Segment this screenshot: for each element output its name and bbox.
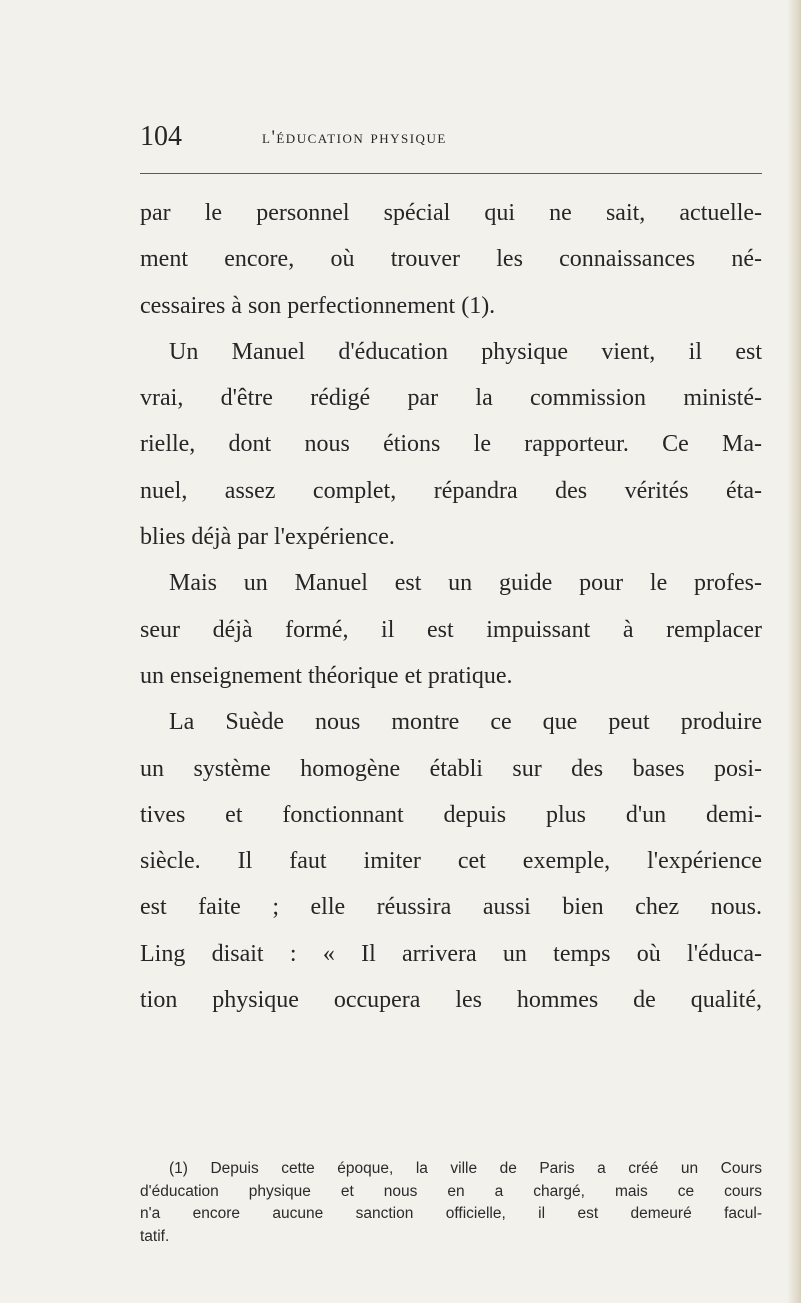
footnote (140, 1158, 762, 1248)
text-line: tion physique occupera les hommes de qualité, (140, 987, 762, 1014)
footnote-line: tatif. (140, 1227, 170, 1245)
footnote-line: n'a encore aucune sanction officielle, il est demeuré facul- (140, 1205, 762, 1222)
page-edge-shadow (787, 0, 801, 1303)
header-rule (140, 173, 762, 174)
text-line: rielle, dont nous étions le rapporteur. Ce Ma- (140, 431, 762, 458)
text-line: tives et fonctionnant depuis plus d'un demi- (140, 801, 762, 828)
footnote-line: (1) Depuis cette époque, la ville de Paris a créé un Cours (169, 1160, 762, 1177)
running-title: l'éducation physique (262, 127, 447, 148)
body-text (140, 190, 762, 1023)
text-line: est faite ; elle réussira aussi bien chez nous. (140, 894, 762, 921)
text-line: Un Manuel d'éducation physique vient, il est (169, 338, 762, 365)
text-line: vrai, d'être rédigé par la commission ministé- (140, 385, 762, 412)
text-line: un système homogène établi sur des bases posi- (140, 755, 762, 782)
page-number: 104 (140, 121, 182, 152)
footnote-line: d'éducation physique et nous en a chargé, mais ce cours (140, 1182, 762, 1200)
text-line: nuel, assez complet, répandra des vérités éta- (140, 477, 762, 504)
text-line: blies déjà par l'expérience. (140, 524, 395, 551)
text-line: par le personnel spécial qui ne sait, actuelle- (140, 200, 762, 226)
text-line: ment encore, où trouver les connaissances né- (140, 246, 762, 273)
text-line: siècle. Il faut imiter cet exemple, l'expérience (140, 848, 762, 875)
text-line: La Suède nous montre ce que peut produire (169, 709, 762, 736)
text-line: Mais un Manuel est un guide pour le profes- (169, 570, 762, 597)
text-line: seur déjà formé, il est impuissant à remplacer (140, 616, 762, 643)
text-line: cessaires à son perfectionnement (1). (140, 292, 496, 319)
text-line: Ling disait : « Il arrivera un temps où l'éduca- (140, 940, 762, 967)
page-header (140, 120, 760, 154)
text-line: un enseignement théorique et pratique. (140, 662, 513, 689)
